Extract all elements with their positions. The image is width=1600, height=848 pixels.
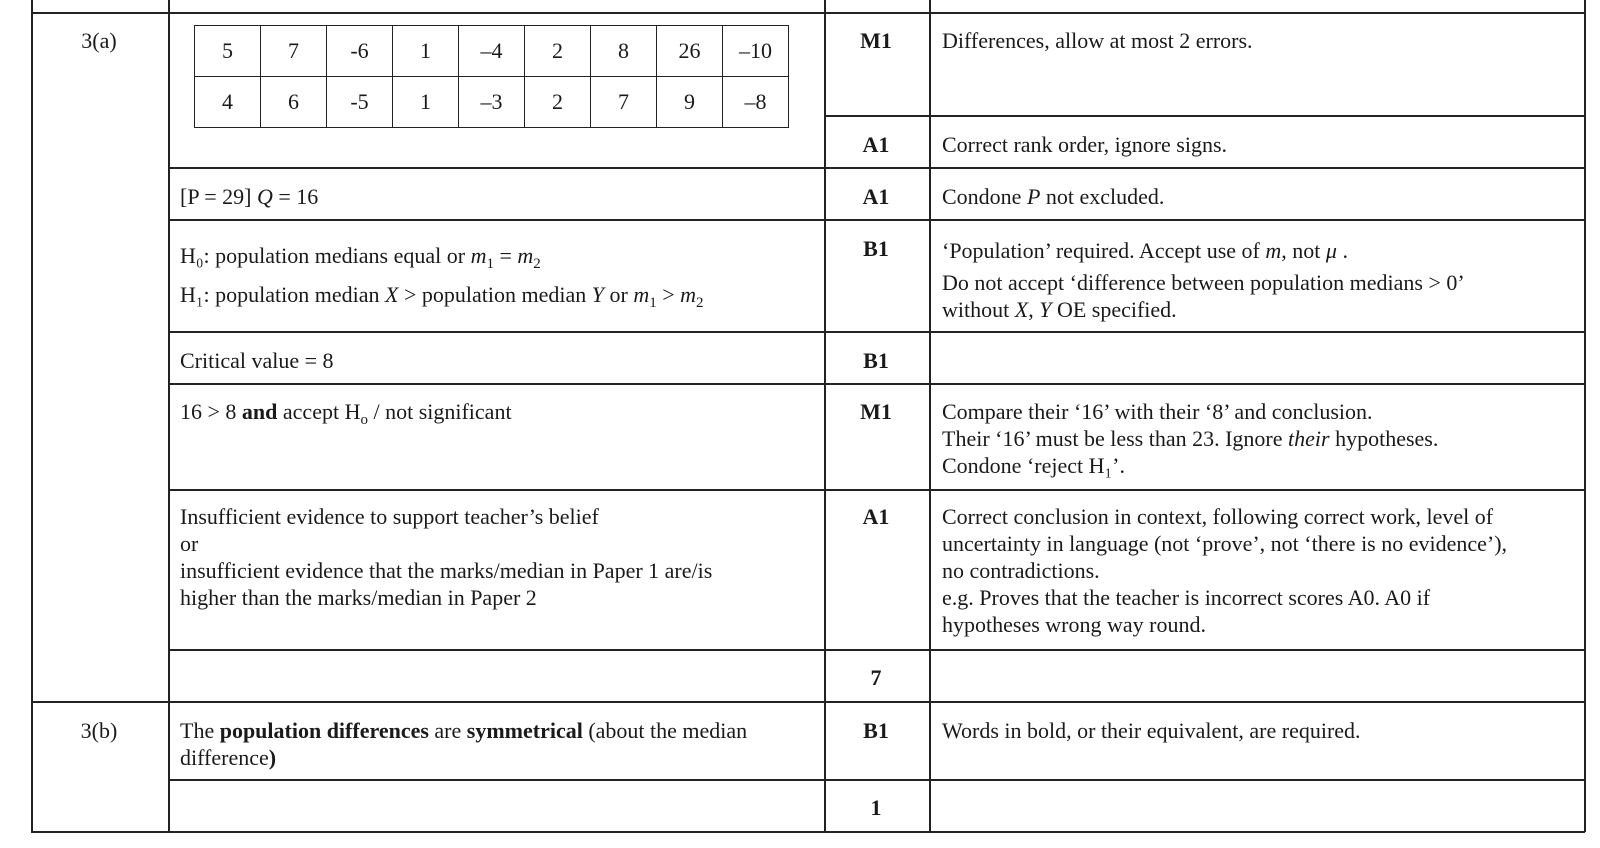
guidance-text: Correct rank order, ignore signs. — [942, 132, 1228, 157]
guidance-text: Compare their ‘16’ with their ‘8’ and conclusion. — [942, 399, 1373, 424]
guidance-text: hypotheses wrong way round. — [942, 612, 1206, 637]
table-row — [195, 77, 789, 128]
table-cell: –10 — [723, 26, 789, 77]
mark-code: A1 — [862, 504, 890, 529]
mark-code: B1 — [863, 348, 889, 373]
table-cell: 26 — [657, 26, 723, 77]
table-cell: 8 — [591, 26, 657, 77]
answer-text: Insufficient evidence to support teacher’s belief — [180, 504, 599, 529]
mark-code: B1 — [863, 236, 889, 261]
row-divider — [169, 779, 1585, 781]
guidance-text: Differences, allow at most 2 errors. — [942, 28, 1253, 53]
answer-text: Critical value = 8 — [180, 348, 334, 373]
row-divider — [169, 167, 1585, 169]
table-cell: 2 — [525, 77, 591, 128]
column-border — [929, 0, 931, 832]
answer-text: or — [180, 531, 199, 556]
guidance-text: Their ‘16’ must be less than 23. Ignore their hypotheses. — [942, 426, 1439, 451]
top-border — [31, 12, 1585, 14]
mark-code: B1 — [863, 718, 889, 743]
guidance-text: Condone P not excluded. — [942, 184, 1165, 209]
table-cell: -5 — [327, 77, 393, 128]
guidance-text: Condone ‘reject H₁’. — [942, 453, 1125, 478]
row-divider — [169, 219, 1585, 221]
section-divider — [31, 701, 1585, 703]
table-cell: 1 — [393, 26, 459, 77]
table-cell: 4 — [195, 77, 261, 128]
mark-code: M1 — [860, 28, 892, 53]
question-number: 3(b) — [80, 718, 118, 743]
table-cell: –3 — [459, 77, 525, 128]
mark-code: A1 — [862, 184, 890, 209]
total-marks: 1 — [870, 795, 882, 820]
row-divider — [169, 383, 1585, 385]
table-cell: –8 — [723, 77, 789, 128]
table-cell: 9 — [657, 77, 723, 128]
table-cell: 7 — [591, 77, 657, 128]
table-cell: 7 — [261, 26, 327, 77]
guidance-text: Words in bold, or their equivalent, are required. — [942, 718, 1361, 743]
table-row — [195, 26, 789, 77]
guidance-text: no contradictions. — [942, 558, 1100, 583]
answer-text: [P = 29] Q = 16 — [180, 184, 319, 209]
mark-code: M1 — [860, 399, 892, 424]
answer-text: The population differences are symmetrical (about the median — [180, 718, 748, 743]
guidance-text: without X, Y OE specified. — [942, 297, 1177, 322]
table-cell: 5 — [195, 26, 261, 77]
alternative-hypothesis: H₁: population median X > population median Y or $m_1 > m_2$ — [180, 282, 704, 311]
column-border — [1584, 0, 1586, 832]
row-divider — [169, 331, 1585, 333]
guidance-text: Correct conclusion in context, following correct work, level of — [942, 504, 1494, 529]
table-cell: 2 — [525, 26, 591, 77]
guidance-text: e.g. Proves that the teacher is incorrect scores A0. A0 if — [942, 585, 1431, 610]
table-cell: –4 — [459, 26, 525, 77]
answer-text: difference) — [180, 745, 277, 770]
differences-table — [194, 25, 789, 128]
table-cell: 1 — [393, 77, 459, 128]
question-number: 3(a) — [81, 28, 117, 53]
total-marks: 7 — [870, 665, 882, 690]
answer-text: insufficient evidence that the marks/median in Paper 1 are/is — [180, 558, 713, 583]
row-divider — [825, 115, 1585, 117]
table-cell: 6 — [261, 77, 327, 128]
guidance-text: Do not accept ‘difference between population medians > 0’ — [942, 270, 1465, 295]
row-divider — [169, 649, 1585, 651]
guidance-text: ‘Population’ required. Accept use of m, not μ . — [942, 238, 1348, 263]
mark-code: A1 — [862, 132, 890, 157]
row-divider — [169, 489, 1585, 491]
guidance-text: uncertainty in language (not ‘prove’, not ‘there is no evidence’), — [942, 531, 1508, 556]
null-hypothesis: H₀: population medians equal or $m_1 = m_2$ — [180, 243, 541, 272]
column-border — [168, 0, 170, 832]
bottom-border — [31, 831, 1585, 833]
answer-text: 16 > 8 and accept $H_o$ / not significant — [180, 399, 512, 428]
answer-text: higher than the marks/median in Paper 2 — [180, 585, 537, 610]
table-cell: -6 — [327, 26, 393, 77]
column-border — [31, 0, 33, 832]
